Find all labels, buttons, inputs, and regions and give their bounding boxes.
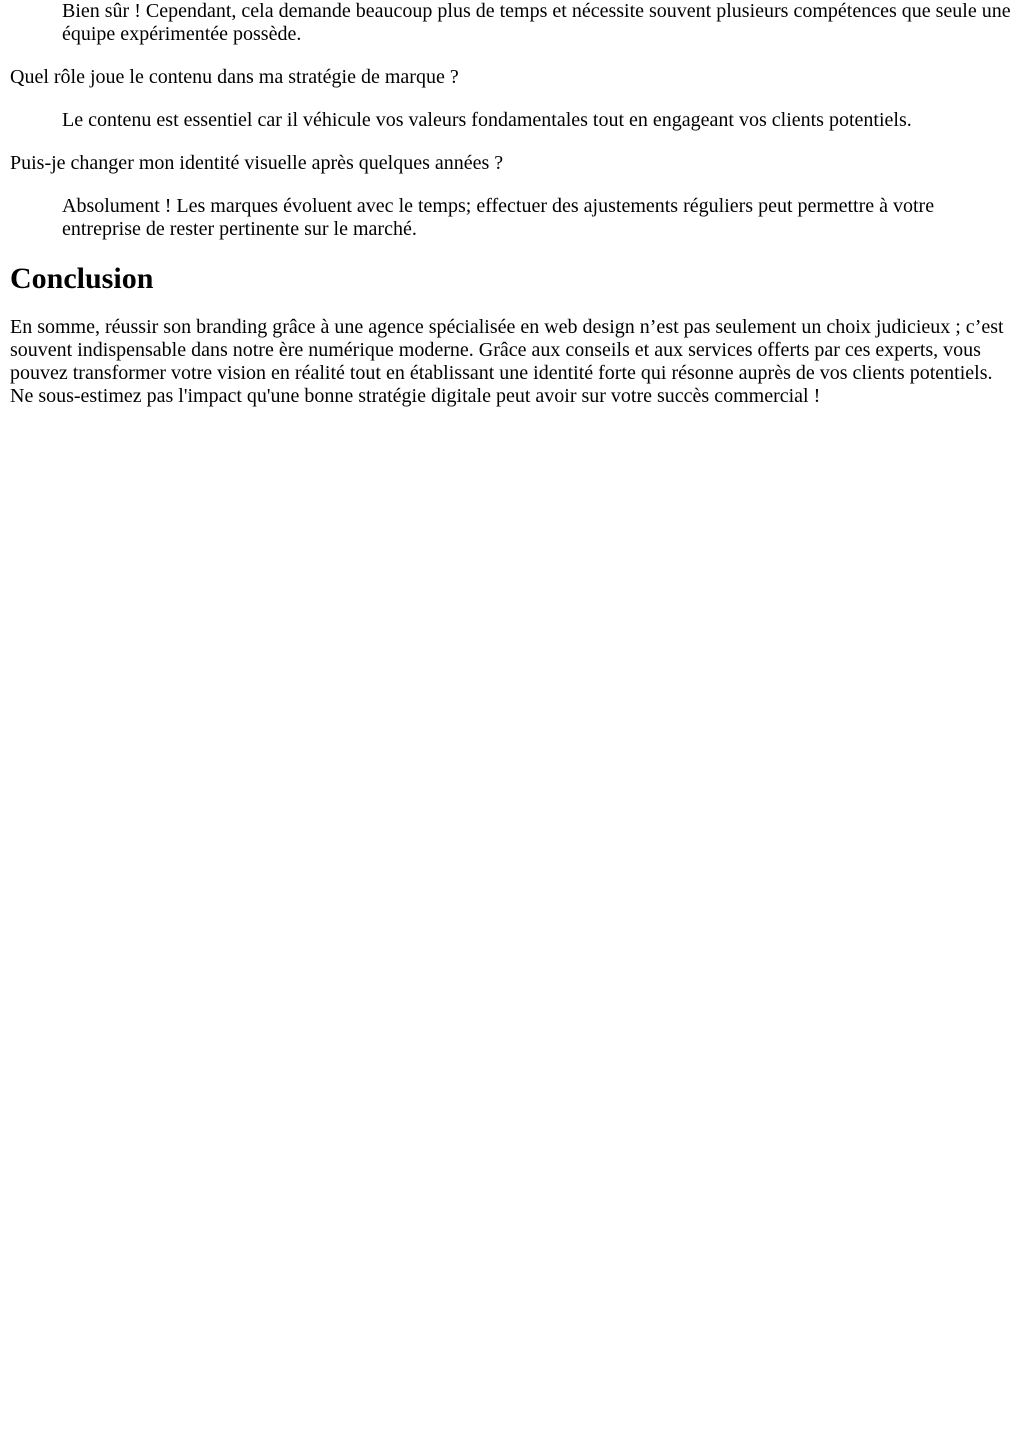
- faq-question: Quel rôle joue le contenu dans ma stratégie de marque ?: [10, 66, 459, 88]
- conclusion-heading: Conclusion: [10, 262, 154, 295]
- faq-answer: Le contenu est essentiel car il véhicule vos valeurs fondamentales tout en engageant vos clients potentiels.: [62, 109, 912, 131]
- conclusion-paragraph: En somme, réussir son branding grâce à une agence spécialisée en web design n’est pas seulement un choix judicieux ; c’est souvent indispensable dans notre ère numérique moderne. Grâce aux conseils et aux services offerts par ces experts, vous pouvez transformer votre vision en réalité tout en établissant une identité forte qui résonne auprès de vos clients potentiels. Ne sous-estimez pas l'impact qu'une bonne stratégie digitale peut avoir sur votre succès commercial !: [10, 316, 1004, 407]
- faq-answer: Bien sûr ! Cependant, cela demande beaucoup plus de temps et nécessite souvent plusieurs compétences que seule une équipe expérimentée possède.: [62, 0, 1011, 45]
- faq-list: [10, 0, 1014, 241]
- faq-question: Puis-je changer mon identité visuelle après quelques années ?: [10, 152, 504, 174]
- faq-answer: Absolument ! Les marques évoluent avec le temps; effectuer des ajustements réguliers peut permettre à votre entreprise de rester pertinente sur le marché.: [62, 195, 935, 240]
